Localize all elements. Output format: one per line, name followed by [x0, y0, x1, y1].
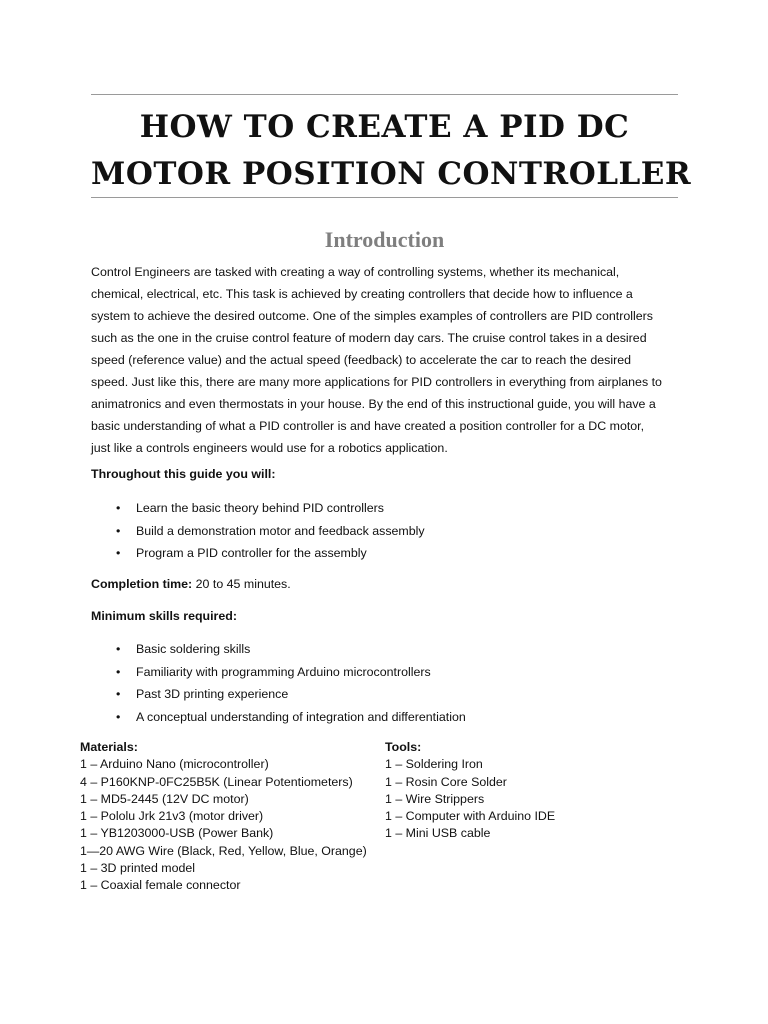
bullet-icon: • — [116, 642, 121, 656]
title-top-rule — [91, 94, 678, 95]
intro-line: animatronics and even thermostats in your house. By the end of this instructional guide, you will have a — [91, 397, 656, 411]
skills-list — [91, 640, 681, 730]
tool-item: 1 – Soldering Iron — [385, 757, 483, 772]
tool-item: 1 – Computer with Arduino IDE — [385, 809, 556, 824]
intro-line: system to achieve the desired outcome. One of the simples examples of controllers are PID controllers — [91, 309, 653, 323]
tools-column — [385, 739, 685, 843]
intro-line: such as the one in the cruise control feature of modern day cars. The cruise control takes in a desired — [91, 331, 647, 345]
list-item — [91, 663, 681, 686]
material-item: 1 – Pololu Jrk 21v3 (motor driver) — [80, 809, 264, 824]
bullet-icon: • — [116, 664, 121, 679]
intro-line: speed. Just like this, there are many more applications for PID controllers in everything from airplanes to — [91, 375, 662, 389]
document-title — [91, 104, 692, 198]
material-item: 1 – 3D printed model — [80, 861, 196, 876]
intro-line: basic understanding of what a PID controller is and have created a position controller for a DC motor, — [91, 419, 645, 433]
materials-heading: Materials: — [80, 740, 138, 754]
material-item: 1 – YB1203000-USB (Power Bank) — [80, 826, 274, 841]
tool-item: 1 – Rosin Core Solder — [385, 774, 507, 789]
skills-label: Minimum skills required: — [91, 609, 237, 623]
list-item — [91, 499, 681, 522]
list-item-text: Past 3D printing experience — [136, 687, 289, 701]
bullet-icon: • — [116, 687, 121, 701]
title-line: MOTOR POSITION CONTROLLER — [91, 156, 692, 192]
materials-column — [80, 739, 380, 895]
bullet-icon: • — [116, 709, 121, 724]
intro-line: speed (reference value) and the actual speed (feedback) to accelerate the car to reach the desired — [91, 353, 632, 367]
bullet-icon: • — [116, 546, 121, 560]
list-item-text: Basic soldering skills — [136, 642, 251, 656]
list-item-text: Learn the basic theory behind PID controllers — [136, 501, 384, 515]
guide-goals-list — [91, 499, 681, 567]
list-item-text: Familiarity with programming Arduino microcontrollers — [136, 664, 431, 679]
bullet-icon: • — [116, 501, 121, 515]
list-item — [91, 685, 681, 708]
section-heading-introduction: Introduction — [324, 227, 445, 252]
completion-time-label: Completion time: — [91, 577, 193, 591]
intro-paragraph — [91, 261, 681, 459]
tool-item: 1 – Wire Strippers — [385, 791, 485, 806]
list-item-text: Program a PID controller for the assembly — [136, 546, 367, 560]
intro-line: Control Engineers are tasked with creating a way of controlling systems, whether its mechanical, — [91, 265, 620, 279]
list-item-text: A conceptual understanding of integration and differentiation — [136, 709, 466, 724]
material-item: 4 – P160KNP-0FC25B5K (Linear Potentiometers) — [80, 774, 353, 789]
bullet-icon: • — [116, 523, 121, 538]
intro-line: chemical, electrical, etc. This task is achieved by creating controllers that decide how to influence a — [91, 287, 633, 301]
material-item: 1—20 AWG Wire (Black, Red, Yellow, Blue, Orange) — [80, 843, 367, 858]
tool-item: 1 – Mini USB cable — [385, 826, 491, 841]
guide-goals-label: Throughout this guide you will: — [91, 467, 276, 481]
completion-time-value: 20 to 45 minutes. — [192, 577, 291, 591]
material-item: 1 – Coaxial female connector — [80, 878, 241, 893]
intro-line: just like a controls engineers would use for a robotics application. — [91, 441, 448, 455]
title-line: HOW TO CREATE A PID DC — [139, 109, 630, 145]
list-item — [91, 640, 681, 663]
material-item: 1 – Arduino Nano (microcontroller) — [80, 757, 269, 772]
title-bottom-rule — [91, 197, 678, 198]
list-item — [91, 522, 681, 545]
completion-time — [91, 575, 681, 593]
list-item — [91, 544, 681, 567]
tools-heading: Tools: — [385, 740, 422, 754]
list-item — [91, 708, 681, 731]
list-item-text: Build a demonstration motor and feedback assembly — [136, 523, 425, 538]
material-item: 1 – MD5-2445 (12V DC motor) — [80, 791, 249, 806]
